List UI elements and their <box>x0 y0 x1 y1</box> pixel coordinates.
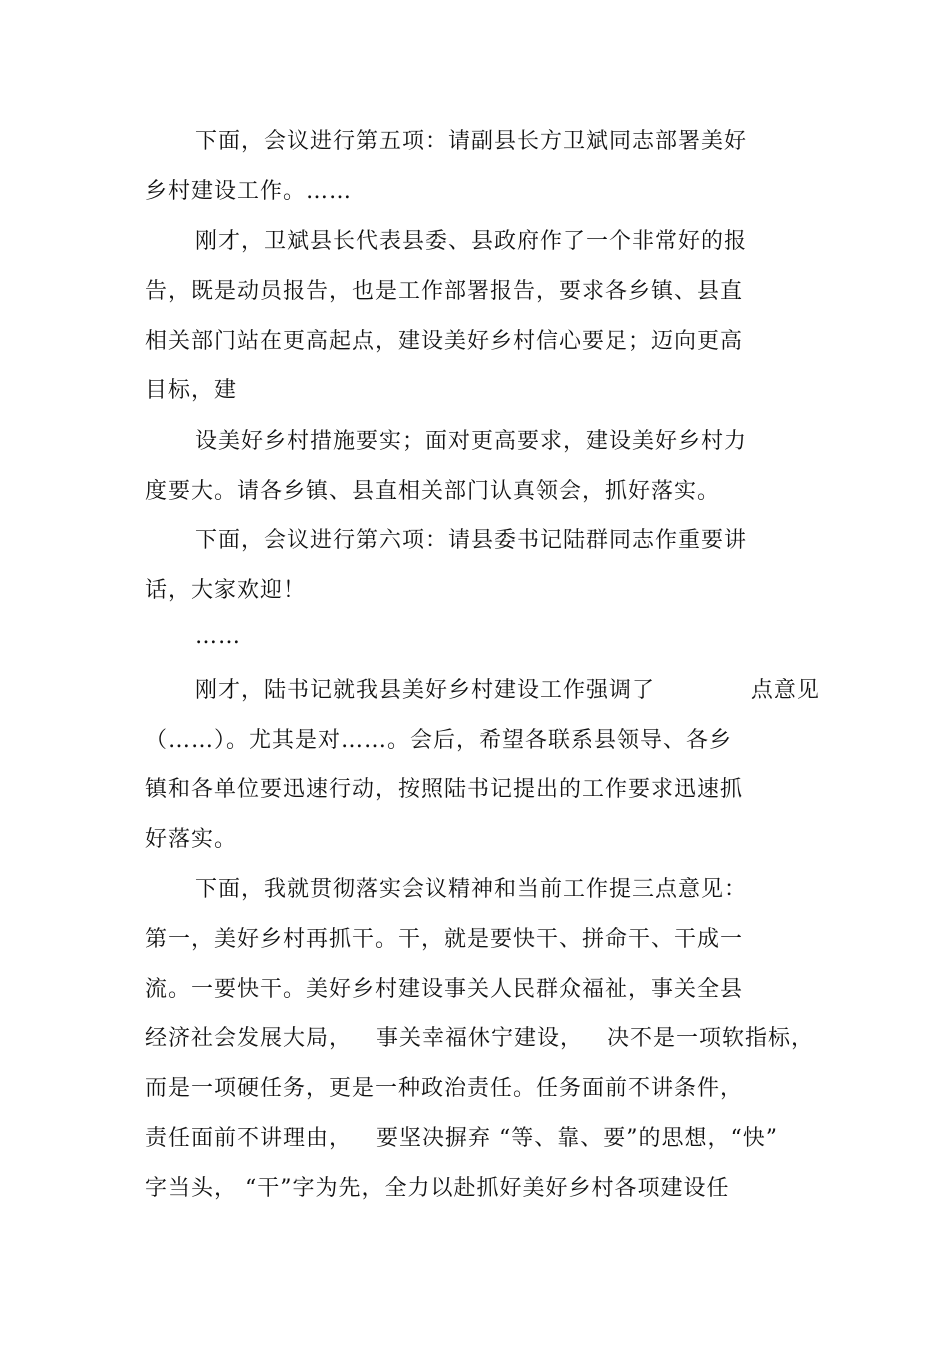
text-line: 话，大家欢迎！ <box>145 578 307 603</box>
text-line: 好落实。 <box>145 827 238 852</box>
text-line: 下面，会议进行第五项：请副县长方卫斌同志部署美好 <box>195 129 748 154</box>
text-line: 目标，建 <box>145 378 238 403</box>
text-line: 第一，美好乡村再抓干。干，就是要快干、拼命干、干成一 <box>145 927 744 952</box>
text-line: 设美好乡村措施要实；面对更高要求，建设美好乡村力 <box>195 429 748 454</box>
text-line: 下面，我就贯彻落实会议精神和当前工作提三点意见： <box>195 877 748 902</box>
text-line: 流。一要快干。美好乡村建设事关人民群众福祉，事关全县 <box>145 977 744 1002</box>
text-line: 刚才，卫斌县长代表县委、县政府作了一个非常好的报 <box>195 229 748 254</box>
text-line: 刚才，陆书记就我县美好乡村建设工作强调了 点意见 <box>195 678 820 703</box>
text-line: 乡村建设工作。…… <box>145 179 353 204</box>
text-line: 字当头， “干”字为先，全力以赴抓好美好乡村各项建设任 <box>145 1176 730 1201</box>
text-line: 而是一项硬任务，更是一种政治责任。任务面前不讲条件， <box>145 1076 744 1101</box>
text-line: 相关部门站在更高起点，建设美好乡村信心要足；迈向更高 <box>145 329 744 354</box>
text-line: 经济社会发展大局， 事关幸福休宁建设， 决不是一项软指标， <box>145 1026 814 1051</box>
text-line: 责任面前不讲理由， 要坚决摒弃 “等、靠、要”的思想，“快” <box>145 1126 778 1151</box>
text-line: …… <box>195 624 241 649</box>
text-line: 度要大。请各乡镇、县直相关部门认真领会，抓好落实。 <box>145 479 721 504</box>
text-line: （……）。尤其是对……。会后，希望各联系县领导、各乡 <box>145 728 733 753</box>
text-line: 下面，会议进行第六项：请县委书记陆群同志作重要讲 <box>195 528 748 553</box>
text-line: 告，既是动员报告，也是工作部署报告，要求各乡镇、县直 <box>145 279 744 304</box>
text-line: 镇和各单位要迅速行动，按照陆书记提出的工作要求迅速抓 <box>145 777 744 802</box>
